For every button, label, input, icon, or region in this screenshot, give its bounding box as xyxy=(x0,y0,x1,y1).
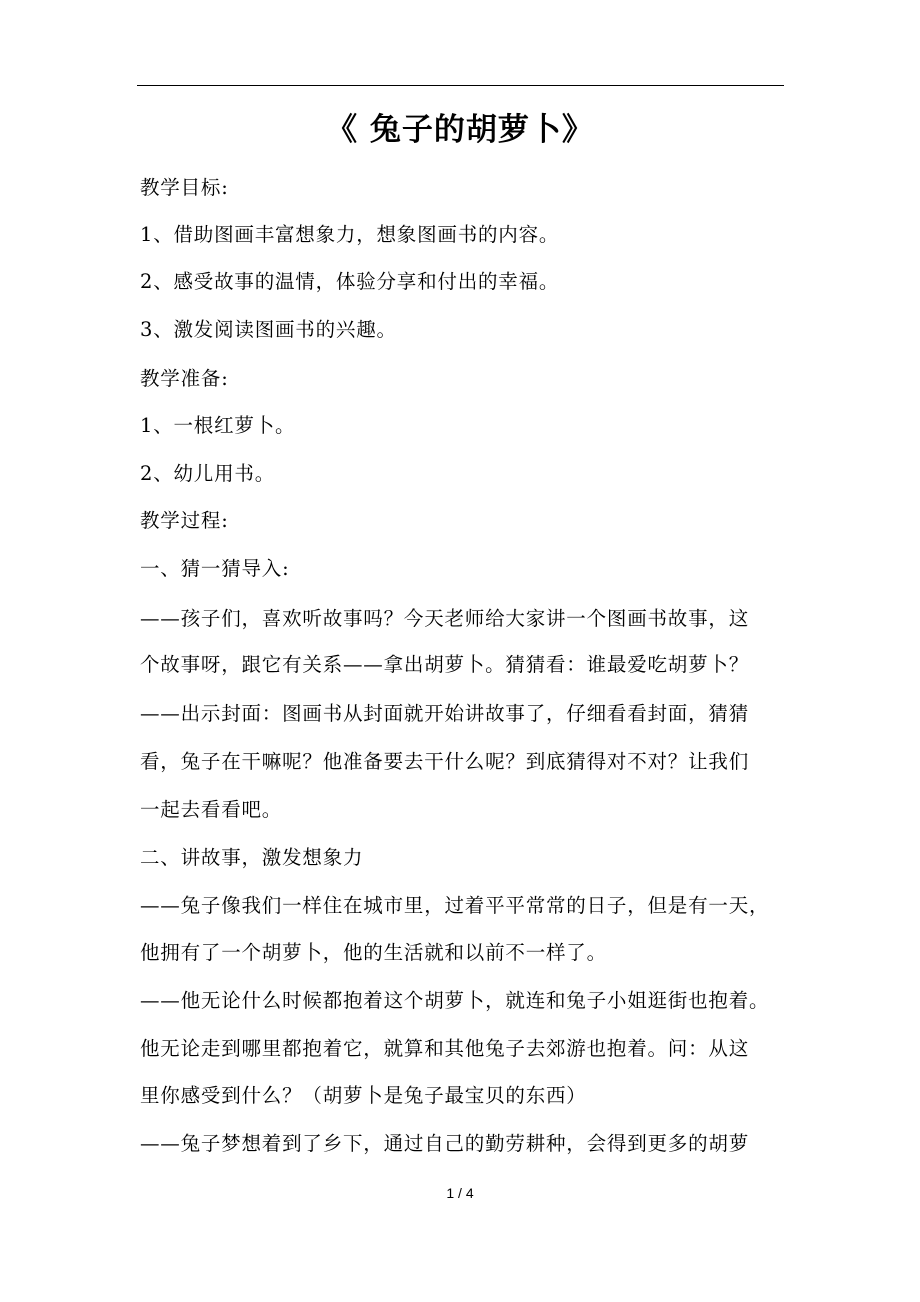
body-line: 他无论走到哪里都抱着它，就算和其他兔子去郊游也抱着。问：从这 xyxy=(140,1037,750,1060)
document-title: 《 兔子的胡萝卜》 xyxy=(326,112,594,148)
body-line: 教学过程: xyxy=(140,509,229,532)
body-line: 2、感受故事的温情，体验分享和付出的幸福。 xyxy=(140,270,560,293)
body-line: 他拥有了一个胡萝卜，他的生活就和以前不一样了。 xyxy=(140,941,607,964)
body-line: ——出示封面：图画书从封面就开始讲故事了，仔细看看封面，猜猜 xyxy=(140,702,750,725)
body-line: ——兔子像我们一样住在城市里，过着平平常常的日子，但是有一天， xyxy=(140,894,770,917)
body-line: ——孩子们，喜欢听故事吗？今天老师给大家讲一个图画书故事，这 xyxy=(140,607,750,630)
body-line: 教学目标: xyxy=(140,176,229,199)
body-line: 二、讲故事，激发想象力 xyxy=(140,846,364,869)
body-line: 教学准备: xyxy=(140,367,229,390)
body-line: 一、猜一猜导入: xyxy=(140,557,290,580)
body-line: 个故事呀，跟它有关系——拿出胡萝卜。猜猜看：谁最爱吃胡萝卜？ xyxy=(140,653,750,676)
page-number: 1 / 4 xyxy=(446,1185,474,1201)
body-line: ——他无论什么时候都抱着这个胡萝卜，就连和兔子小姐逛街也抱着。 xyxy=(140,989,770,1012)
body-line: 里你感受到什么？（胡萝卜是兔子最宝贝的东西） xyxy=(140,1084,587,1107)
header-rule xyxy=(137,85,784,86)
body-line: 1、一根红萝卜。 xyxy=(140,414,296,437)
body-line: 3、激发阅读图画书的兴趣。 xyxy=(140,318,397,341)
body-line: 2、幼儿用书。 xyxy=(140,462,276,485)
body-line: 一起去看看吧。 xyxy=(140,798,283,821)
body-line: ——兔子梦想着到了乡下，通过自己的勤劳耕种，会得到更多的胡萝 xyxy=(140,1132,750,1155)
body-line: 看，兔子在干嘛呢？他准备要去干什么呢？到底猜得对不对？让我们 xyxy=(140,750,750,773)
body-line: 1、借助图画丰富想象力，想象图画书的内容。 xyxy=(140,223,560,246)
